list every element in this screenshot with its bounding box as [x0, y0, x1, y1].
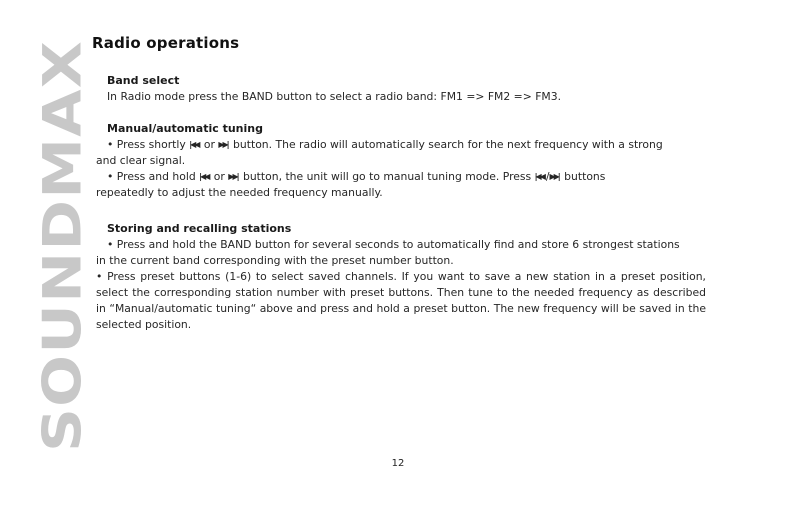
storing-heading: Storing and recalling stations — [107, 222, 292, 235]
brand-watermark — [32, 38, 94, 454]
brand-text: SOUNDMAX — [32, 94, 94, 452]
previous-track-icon: |◀◀ — [534, 172, 544, 181]
tuning-bullet-2-cont: repeatedly to adjust the needed frequency manually. — [96, 186, 383, 199]
tuning-bullet-1: • Press shortly |◀◀ or ▶▶| button. The radio will automatically search for the next frequency with a strong — [107, 138, 663, 151]
storing-bullet-1: • Press and hold the BAND button for several seconds to automatically find and store 6 strongest stations — [107, 238, 680, 251]
previous-track-icon: |◀◀ — [189, 140, 199, 149]
page-title: Radio operations — [92, 34, 240, 52]
storing-bullet-2: • Press preset buttons (1-6) to select saved channels. If you want to save a new station in a preset position, select the corresponding station number with preset buttons. Then tune to the needed frequency as described in “Manual/automatic tuning“ above and press and hold a preset button. The new frequency will be saved in the selected position. — [96, 270, 706, 331]
storing-bullet-1-cont: in the current band corresponding with the preset number button. — [96, 254, 454, 267]
next-track-icon: ▶▶| — [549, 172, 559, 181]
band-select-heading: Band select — [107, 74, 180, 87]
page-number: 12 — [391, 458, 405, 469]
next-track-icon: ▶▶| — [228, 172, 238, 181]
tuning-bullet-1-cont: and clear signal. — [96, 154, 186, 167]
previous-track-icon: |◀◀ — [199, 172, 209, 181]
tuning-heading: Manual/automatic tuning — [107, 122, 263, 135]
tuning-bullet-2: • Press and hold |◀◀ or ▶▶| button, the unit will go to manual tuning mode. Press |◀◀ /▶▶| buttons — [107, 170, 606, 183]
next-track-icon: ▶▶| — [218, 140, 228, 149]
band-select-text: In Radio mode press the BAND button to select a radio band: FM1 => FM2 => FM3. — [107, 90, 562, 103]
